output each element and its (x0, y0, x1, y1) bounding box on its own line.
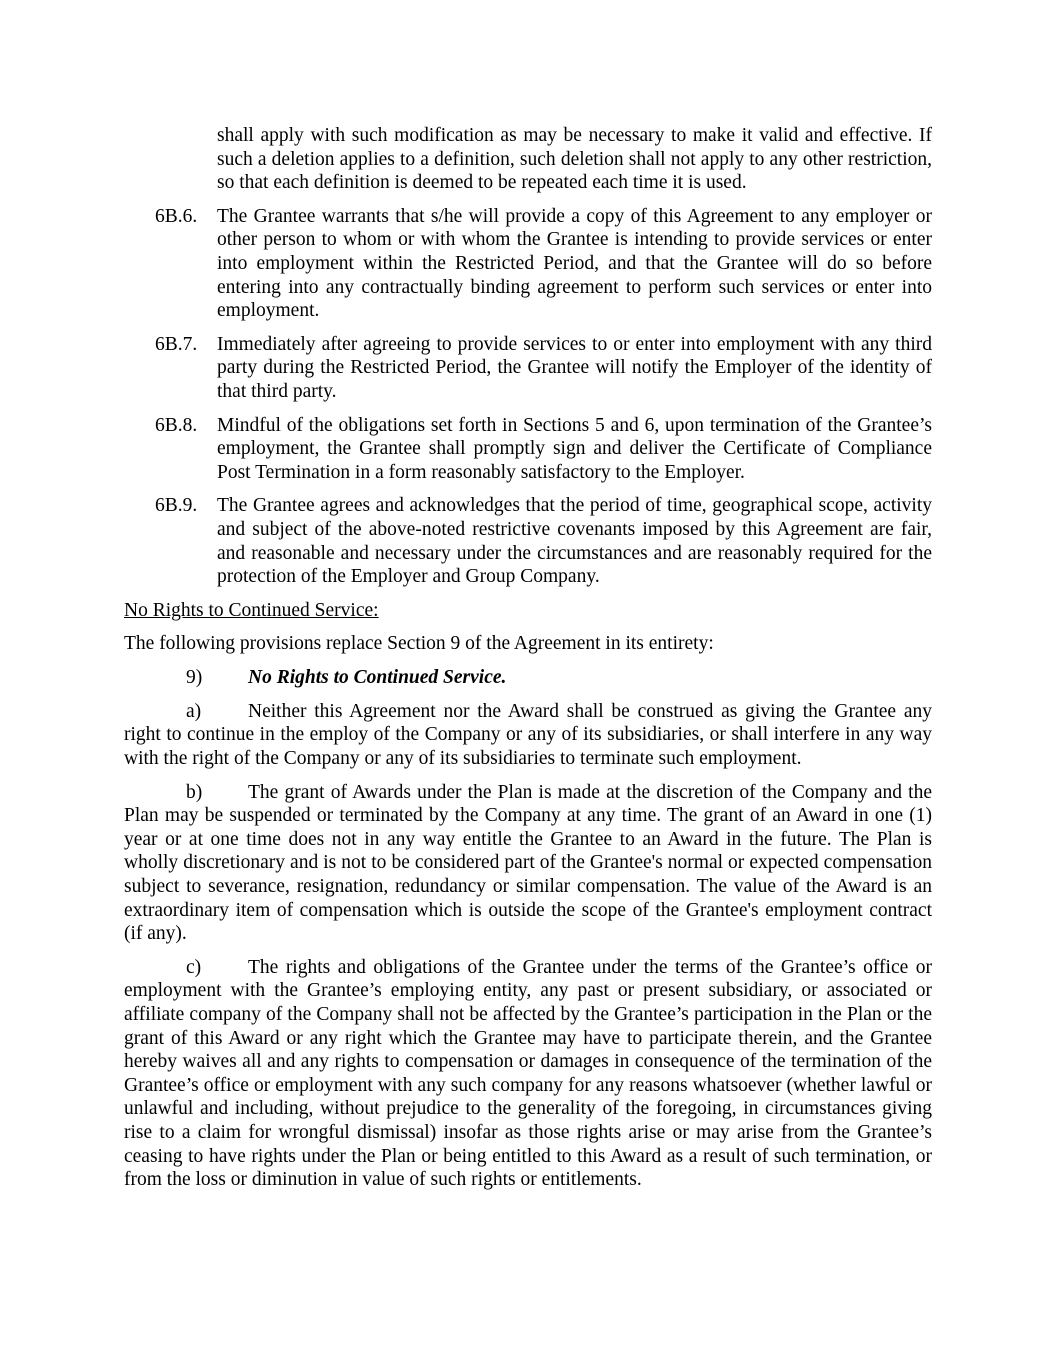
document-page (124, 124, 932, 1202)
section-number: 9) (186, 666, 203, 688)
intro-text: The following provisions replace Section 9 of the Agreement in its entirety: (124, 633, 714, 655)
paragraph-text: The grant of Awards under the Plan is made at the discretion of the Company and the Plan may be suspended or terminated by the Company at any time. The grant of an Award in one (1) year or at one time does not in any way entitle the Grantee to an Award in the future. The Plan is wholly discretionary and is not to be considered part of the Grantee's normal or expected compensation subject to severance, resignation, redundancy or similar compensation. The value of the Award is an extraordinary item of compensation which is outside the scope of the Grantee's employment contract (if any). (124, 781, 932, 945)
clause-text: Immediately after agreeing to provide services to or enter into employment with any third party during the Restricted Period, the Grantee will notify the Employer of the identity of that third party. (217, 333, 932, 402)
paragraph-c (124, 956, 932, 1192)
clause-text: The Grantee warrants that s/he will provide a copy of this Agreement to any employer or other person to whom or with whom the Grantee is intending to provide services or enter into employment within the Restricted Period, and that the Grantee will do so before entering into any contractually binding agreement to perform such services or enter into employment. (217, 205, 932, 322)
paragraph-letter: a) (186, 700, 202, 722)
section-heading: No Rights to Continued Service: (124, 599, 379, 621)
paragraph-text: The rights and obligations of the Grantee under the terms of the Grantee’s office or employment with the Grantee’s employing entity, any past or present subsidiary, or associated or affiliate company of the Company shall not be affected by the Grantee’s participation in the Plan or the grant of this Award or any right which the Grantee may have to participate therein, and the Grantee hereby waives all and any rights to compensation or damages in consequence of the termination of the Grantee’s office or employment with any such company for any reasons whatsoever (whether lawful or unlawful and including, without prejudice to the generality of the foregoing, in circumstances giving rise to a claim for wrongful dismissal) insofar as those rights arise or may arise from the Grantee’s ceasing to have rights under the Plan or being entitled to this Award as a result of such termination, or from the loss or diminution in value of such rights or entitlements. (124, 956, 932, 1191)
paragraph-letter: c) (186, 956, 202, 978)
paragraph-letter: b) (186, 781, 203, 803)
section-title (124, 666, 932, 690)
paragraph-text: Neither this Agreement nor the Award shall be construed as giving the Grantee any right to continue in the employ of the Company or any of its subsidiaries, or shall interfere in any way with the right of the Company or any of its subsidiaries to terminate such employment. (124, 700, 932, 770)
clause-text: Mindful of the obligations set forth in Sections 5 and 6, upon termination of the Grantee’s employment, the Grantee shall promptly sign and deliver the Certificate of Compliance Post Termination in a form reasonably satisfactory to the Employer. (217, 414, 932, 483)
clause-6b9 (124, 494, 932, 588)
clause-text: The Grantee agrees and acknowledges that the period of time, geographical scope, activity and subject of the above-noted restrictive covenants imposed by this Agreement are fair, and reasonable and necessary under the circumstances and are reasonably required for the protection of the Employer and Group Company. (217, 495, 932, 588)
continuation-paragraph: shall apply with such modification as may be necessary to make it valid and effective. If such a deletion applies to a definition, such deletion shall not apply to any other restriction, so that each definition is deemed to be repeated each time it is used. (217, 125, 932, 194)
section-title-text: No Rights to Continued Service. (248, 666, 507, 688)
clause-number: 6B.6. (155, 205, 198, 227)
clause-6b6 (124, 205, 932, 323)
clause-number: 6B.9. (155, 495, 198, 517)
clause-number: 6B.8. (155, 414, 198, 436)
clause-6b7 (124, 333, 932, 404)
clause-number: 6B.7. (155, 333, 198, 355)
paragraph-a (124, 700, 932, 771)
paragraph-b (124, 781, 932, 946)
clause-6b8 (124, 414, 932, 485)
